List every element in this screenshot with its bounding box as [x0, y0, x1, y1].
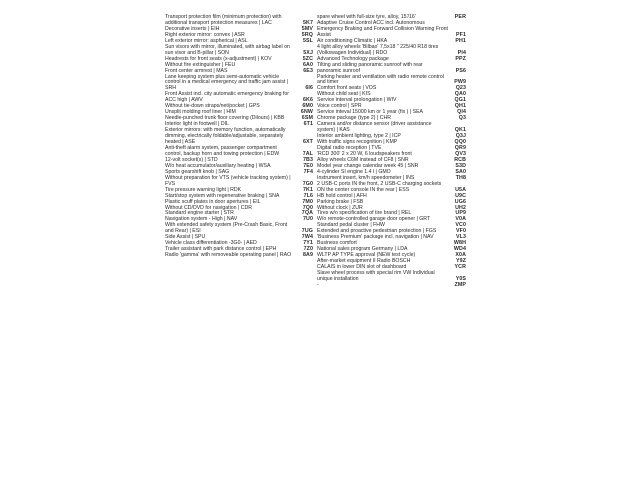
equipment-description: Left exterior mirror: aspherical | ASL: [165, 37, 248, 44]
equipment-code: 7E0: [303, 162, 313, 169]
equipment-code: QH1: [454, 103, 466, 110]
equipment-description: Air conditioning Climatic | HKA: [317, 37, 388, 44]
equipment-description: Side Assist | SPU: [165, 234, 206, 241]
equipment-code: PER: [454, 14, 466, 20]
equipment-description: 'Business Premium' package incl. navigation | NAV: [317, 234, 434, 241]
equipment-list-right-column: [317, 15, 466, 289]
equipment-description: Tilting and sliding panoramic sunroof with rear panoramic sunroof: [317, 61, 423, 74]
equipment-code: PPZ: [455, 55, 466, 62]
equipment-description: Without preparation for VTS (vehicle tracking system) | FVS: [165, 174, 291, 187]
equipment-code: 5SL: [302, 37, 313, 44]
equipment-description: 4 light alloy wheels 'Bilbao' 7,5x18 " 225/40 R18 tires (Volkswagen Individual) | RDO: [317, 43, 439, 56]
equipment-code: VF0: [455, 228, 466, 235]
equipment-description: Parking brake | FSB: [317, 198, 364, 205]
equipment-code: Q3J: [455, 133, 466, 140]
equipment-code: 6A0: [302, 61, 313, 68]
equipment-code: U5A: [455, 186, 466, 193]
equipment-code: 5RQ: [301, 31, 313, 38]
equipment-code: 6T1: [303, 121, 313, 128]
equipment-item: [165, 75, 313, 93]
equipment-description: Decorative inserts | EIH: [165, 25, 220, 32]
equipment-code: QR9: [454, 144, 466, 151]
equipment-code: PS6: [455, 67, 466, 74]
equipment-code: 8A9: [302, 252, 313, 259]
equipment-code: SA0: [455, 168, 466, 175]
equipment-description: Digital radio reception | TVE: [317, 144, 382, 151]
equipment-description: Trailer assistant with park distance control | EPH: [165, 246, 277, 253]
equipment-description: Front Assist incl. city automatic emergency braking for ACC high | AWV: [165, 91, 289, 104]
equipment-description: -: [317, 281, 319, 288]
equipment-code: 6XT: [302, 139, 313, 146]
equipment-description: Comfort front seats | VOS: [317, 85, 377, 92]
equipment-code: QQ0: [454, 139, 466, 146]
equipment-code: 6I6: [305, 85, 313, 92]
equipment-description: 'RCD 300' 2 x 20 W, 6 loudspeakers front: [317, 150, 412, 157]
equipment-description: Instrument insert, km/h speedometer | INS: [317, 174, 415, 181]
equipment-description: Interior ambient lighting, type 2 | ICP: [317, 133, 401, 140]
equipment-code: 7Z0: [303, 246, 313, 253]
equipment-code: 5ZC: [302, 55, 313, 62]
equipment-description: Camera and/or distance sensor (driver assistance system) | KAS: [317, 121, 432, 134]
equipment-description: Sports gearshift knob | SAG: [165, 168, 230, 175]
equipment-code: 7U0: [302, 216, 313, 223]
equipment-description: HB hold control | AFH: [317, 192, 367, 199]
equipment-description: Service interval prolongation | WIV: [317, 97, 397, 104]
equipment-code: 7K1: [302, 186, 313, 193]
equipment-description: With traffic signs recognition | KMP: [317, 139, 398, 146]
equipment-code: 6E3: [303, 67, 313, 74]
equipment-code: UG6: [454, 198, 466, 205]
equipment-code: 7B3: [302, 156, 313, 163]
equipment-code: QV3: [455, 150, 466, 157]
equipment-code: PW9: [454, 79, 466, 86]
equipment-item: [317, 45, 466, 57]
equipment-description: Vehicle class differentiation -3G0- | AED: [165, 240, 257, 247]
equipment-code: QG1: [454, 97, 466, 104]
equipment-code: 7W4: [301, 234, 313, 241]
equipment-code: 7F4: [303, 168, 313, 175]
equipment-item: [165, 176, 313, 188]
equipment-code: YCR: [454, 264, 466, 271]
equipment-description: Without tie-down straps/net/pocket | GPS: [165, 103, 260, 110]
equipment-description: Without child seat | KIS: [317, 91, 371, 98]
equipment-description: 4-cylinder SI engine 1.4 l | GMO: [317, 168, 391, 175]
equipment-code: 7L6: [303, 192, 313, 199]
equipment-item: [317, 271, 466, 283]
equipment-description: Needle-punched trunk floor covering (Dilours) | KBB: [165, 115, 285, 122]
equipment-code: 5MV: [301, 25, 313, 32]
equipment-code: W8H: [453, 240, 466, 247]
equipment-code: S3D: [455, 162, 466, 169]
equipment-code: Y9Z: [455, 258, 466, 265]
equipment-code: V0A: [455, 216, 466, 223]
equipment-code: RCB: [454, 156, 466, 163]
equipment-code: QI4: [457, 109, 466, 116]
equipment-item: [317, 182, 466, 194]
equipment-description: Parking heater and ventilation with radio remote control and timer: [317, 73, 444, 86]
equipment-code: ZMP: [454, 281, 466, 288]
equipment-item: [317, 21, 466, 39]
equipment-description: Chrome package (type 2) | CHR: [317, 115, 392, 122]
equipment-description: Transport protection film (minimum protection) with additional transport protection measures | LAC: [165, 14, 282, 26]
equipment-code: 6M0: [302, 103, 313, 110]
equipment-description: Advanced Technology package: [317, 55, 389, 62]
equipment-description: Unsplit molding roof liner | HIM: [165, 109, 236, 116]
equipment-code: 6SM: [301, 115, 313, 122]
equipment-code: 7AL: [302, 150, 313, 157]
equipment-description: Voice control | SPR: [317, 103, 362, 110]
equipment-code: QA0: [454, 91, 466, 98]
equipment-description: Sun visors with mirror, illuminated, with airbag label on sun visor and B-pillar | SON: [165, 43, 290, 56]
equipment-description: Start/stop system with regenerative braking | SNA: [165, 192, 280, 199]
equipment-description: Business comfort: [317, 240, 357, 247]
equipment-description: Without fire extinguisher | FEU: [165, 61, 236, 68]
equipment-code: UH2: [455, 204, 466, 211]
equipment-code: Y0S: [455, 275, 466, 282]
equipment-code: Q23: [455, 85, 466, 92]
equipment-code: PI4: [457, 49, 466, 56]
equipment-description: Model year change calendar week 45 | SNR: [317, 162, 419, 169]
equipment-description: Slave wheel process with special rim VW Individual unique installation: [317, 269, 435, 282]
equipment-description: With extended safety system (Pre-Crash Basic, Front and Rear) | ESI: [165, 222, 288, 235]
equipment-code: 5XJ: [303, 49, 313, 56]
equipment-description: Service inteval 15000 km or 1 year (fix ) | SEA: [317, 109, 424, 116]
equipment-description: Adaptive Cruise Control ACC incl. Autonomous Emergency Braking and Forward Collision Warning Front Assist: [317, 19, 448, 38]
equipment-description: Standard pedal cluster | FHW: [317, 222, 385, 229]
equipment-code: 7G0: [302, 180, 313, 187]
equipment-description: W/o heat accumulator/auxiliary heating | WSA: [165, 162, 271, 169]
equipment-item: [165, 128, 313, 146]
equipment-description: spare wheel with full-size tyre, alloy, 15'/16': [317, 14, 416, 20]
equipment-code: 7M0: [302, 198, 313, 205]
equipment-code: TH8: [455, 174, 466, 181]
equipment-code: PH1: [455, 37, 466, 44]
equipment-code: 7Q0: [302, 204, 313, 211]
equipment-description: Right exterior mirror: convex | ASR: [165, 31, 245, 38]
equipment-description: 2 USB-C ports IN the front, 2 USB-C charging sockets ON the center console IN the rear | ESS: [317, 180, 442, 193]
equipment-description: Standard engine starter | STR: [165, 210, 234, 217]
equipment-code: PF1: [455, 31, 466, 38]
equipment-code: 6K6: [302, 97, 313, 104]
equipment-description: Extended and proactive pedestrian protection | FGS: [317, 228, 437, 235]
equipment-code: WD4: [453, 246, 466, 253]
equipment-code: 5K7: [302, 19, 313, 26]
equipment-description: Tires w/o specification of tire brand | REL: [317, 210, 412, 217]
equipment-description: CALAIS in lower DIN slot of dashboard: [317, 264, 407, 271]
equipment-description: Front center armrest | MAS: [165, 67, 228, 74]
equipment-item: [165, 253, 313, 259]
equipment-description: Interior light in footwell | DIL: [165, 121, 229, 128]
equipment-code: X0A: [455, 252, 466, 259]
equipment-code: 7Y1: [303, 240, 313, 247]
equipment-description: Radio 'gamma' with removeable operating panel | RAO: [165, 252, 292, 259]
equipment-code: U9C: [455, 192, 466, 199]
equipment-code: Q3: [458, 115, 466, 122]
equipment-description: Exterior mirrors: with memory function, automatically dimming, electrically foldable/adjustable, separately heated | ASE: [165, 127, 286, 146]
equipment-description: Plastic scuff plates in door apertures | EIL: [165, 198, 261, 205]
equipment-description: W/o remote-controlled garage door opener | GRT: [317, 216, 431, 223]
equipment-code: UP9: [455, 210, 466, 217]
equipment-code: VC0: [455, 222, 466, 229]
equipment-description: Anti-theft alarm system, passenger compartment control, backup horn and towing protection | EDW: [165, 144, 280, 157]
equipment-description: National sales program Germany | LDA: [317, 246, 408, 253]
equipment-code: VL3: [455, 234, 466, 241]
equipment-description: After-market equipment II Radio BOSCH: [317, 258, 411, 265]
equipment-code: 7QA: [301, 210, 313, 217]
equipment-description: 12-volt socket(s) | STD: [165, 156, 218, 163]
equipment-code: 7UG: [301, 228, 313, 235]
equipment-code: QK1: [454, 127, 466, 134]
equipment-description: Without CD/DVD for navigation | CDR: [165, 204, 252, 211]
equipment-description: Navigation system - High | NAV: [165, 216, 238, 223]
equipment-item: [317, 283, 466, 289]
equipment-description: Tire pressure warning light | RDK: [165, 186, 242, 193]
equipment-list-left-column: [165, 15, 313, 259]
equipment-description: Alloy wheels C6M instead of CF8 | SNR: [317, 156, 409, 163]
equipment-description: Lane keeping system plus semi-automatic vehicle control in a medical emergency and traffic jam assist | SRH: [165, 73, 289, 92]
equipment-item: [317, 63, 466, 75]
equipment-item: [165, 45, 313, 57]
equipment-description: Headrests for front seats (x-adjustment) | KOV: [165, 55, 272, 62]
equipment-description: Without clock | ZUR: [317, 204, 363, 211]
equipment-description: WLTP AP TYPE approval (NEW test cycle): [317, 252, 416, 259]
equipment-code: 6NW: [300, 109, 313, 116]
